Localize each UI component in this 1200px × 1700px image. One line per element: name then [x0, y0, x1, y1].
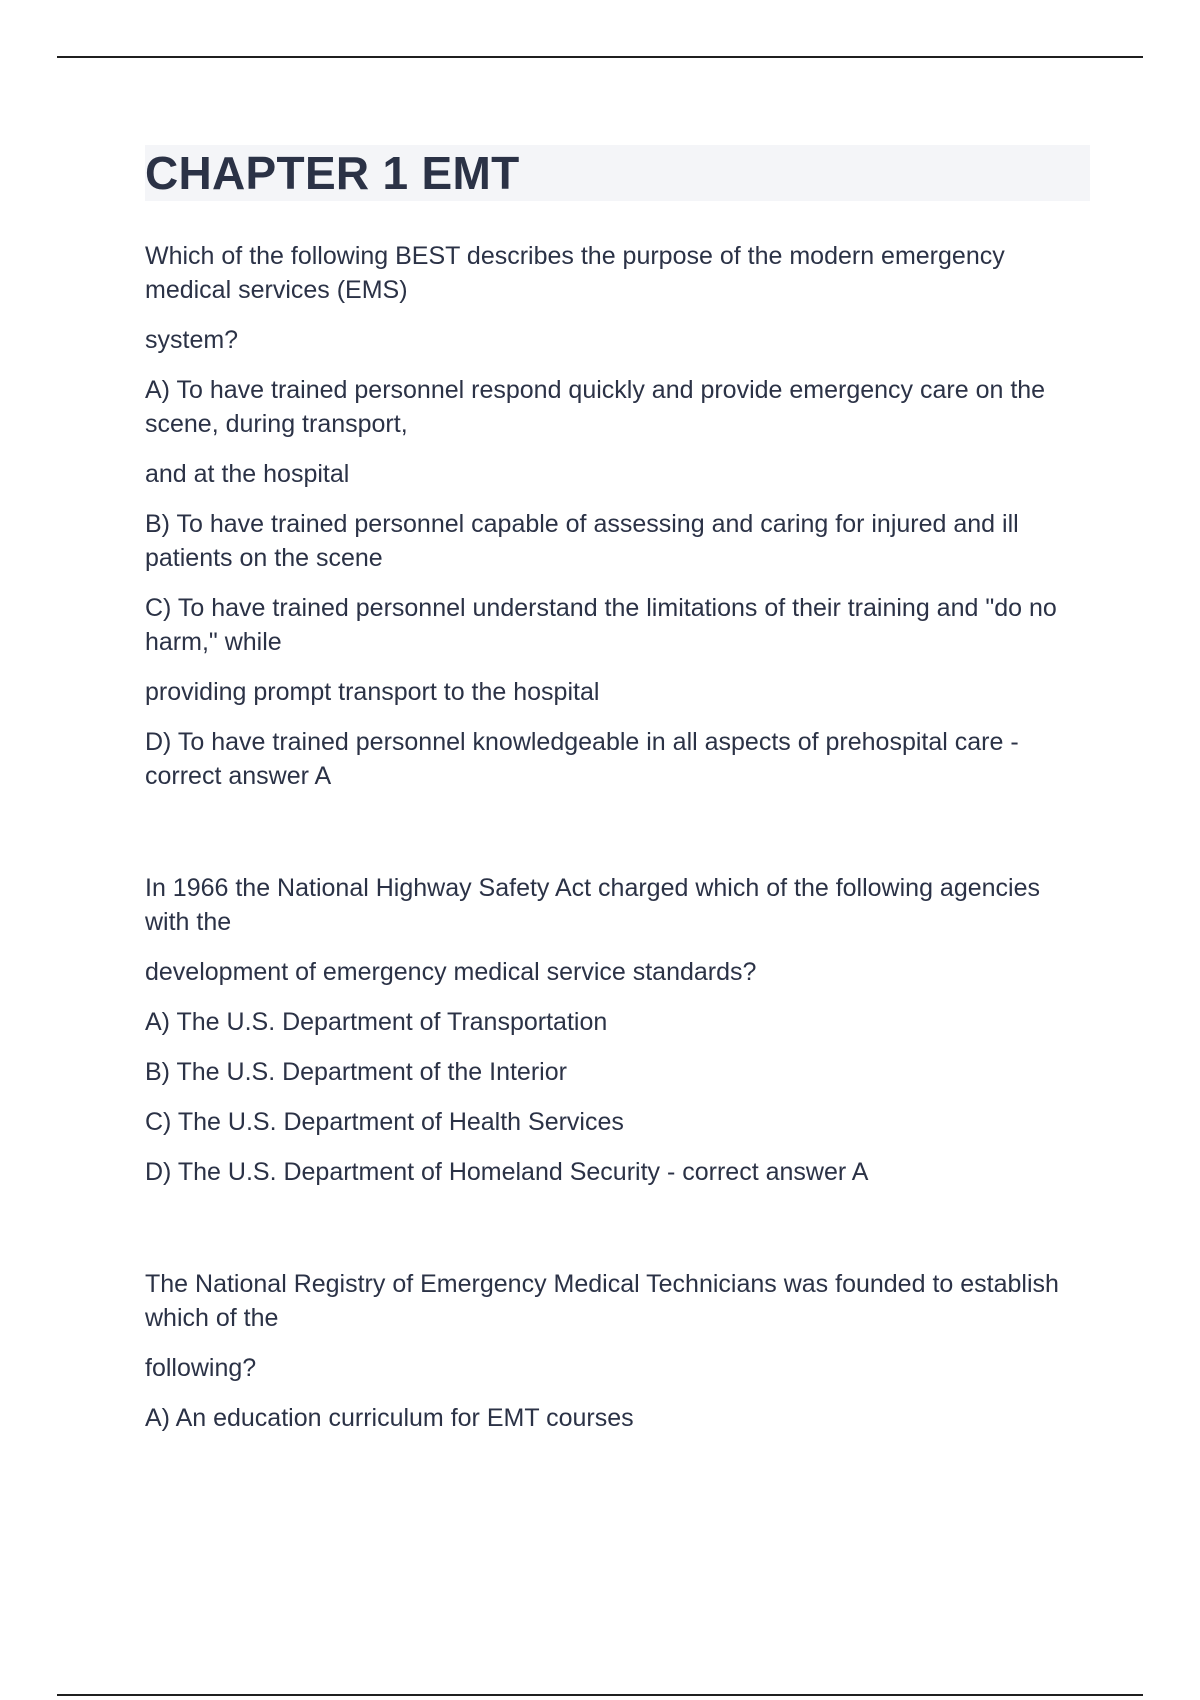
question-2-option-b: B) The U.S. Department of the Interior — [145, 1058, 567, 1086]
question-2-stem: In 1966 the National Highway Safety Act charged which of the following agencies with the — [145, 874, 1040, 936]
question-spacer — [145, 809, 1090, 871]
question-2-option-c: C) The U.S. Department of Health Services — [145, 1108, 624, 1136]
question-1-option-c: C) To have trained personnel understand the limitations of their training and "do no harm," while — [145, 594, 1057, 656]
question-3-stem-cont: following? — [145, 1354, 257, 1382]
question-1-option-d-answer: D) To have trained personnel knowledgeable in all aspects of prehospital care - correct answer A — [145, 728, 1019, 790]
question-1-option-a: A) To have trained personnel respond quickly and provide emergency care on the scene, during transport, — [145, 376, 1046, 438]
question-spacer — [145, 1205, 1090, 1267]
question-2-option-a: A) The U.S. Department of Transportation — [145, 1008, 608, 1036]
question-1-stem: Which of the following BEST describes the purpose of the modern emergency medical services (EMS) — [145, 242, 1005, 304]
question-2-stem-cont: development of emergency medical service standards? — [145, 958, 757, 986]
question-3 — [145, 1267, 1090, 1435]
document-body — [145, 145, 1090, 1451]
question-1-option-a-cont: and at the hospital — [145, 460, 350, 488]
question-1-option-b: B) To have trained personnel capable of assessing and caring for injured and ill patients on the scene — [145, 510, 1019, 572]
title-bar — [145, 145, 1090, 201]
question-1-stem-cont: system? — [145, 326, 239, 354]
top-rule — [57, 56, 1143, 58]
bottom-rule — [57, 1694, 1143, 1696]
question-3-stem: The National Registry of Emergency Medical Technicians was founded to establish which of the — [145, 1270, 1059, 1332]
question-2-option-d-answer: D) The U.S. Department of Homeland Security - correct answer A — [145, 1158, 869, 1186]
question-3-option-a: A) An education curriculum for EMT courses — [145, 1404, 634, 1432]
question-2 — [145, 871, 1090, 1189]
question-1 — [145, 239, 1090, 793]
question-1-option-c-cont: providing prompt transport to the hospital — [145, 678, 600, 706]
page-title: CHAPTER 1 EMT — [145, 147, 520, 199]
